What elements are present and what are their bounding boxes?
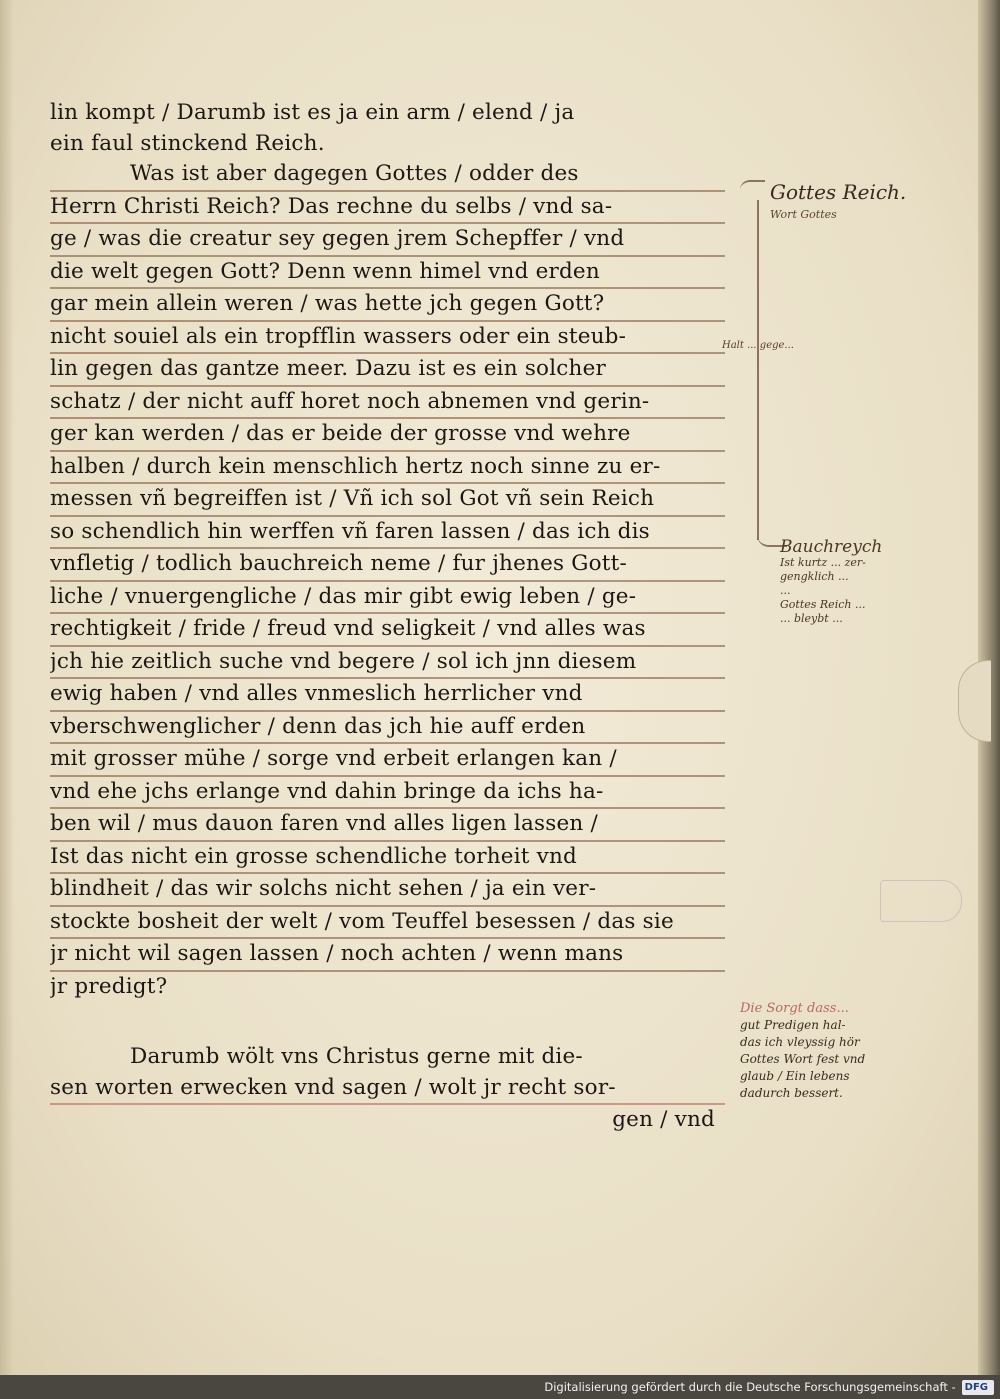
- text-line: lin kompt / Darumb ist es ja ein arm / elend / ja: [50, 100, 575, 125]
- footer-bar: [0, 1375, 1000, 1399]
- text-line: ge / was die creatur sey gegen jrem Schepffer / vnd: [50, 224, 725, 257]
- margin-note-subtitle: Wort Gottes: [770, 208, 837, 221]
- text-line: vnd ehe jchs erlange vnd dahin bringe da ichs ha-: [50, 777, 725, 810]
- margin-note-line: das ich vleyssig hör: [740, 1035, 860, 1049]
- text-line: halben / durch kein menschlich hertz noch sinne zu er-: [50, 452, 725, 485]
- margin-note-red-title: Die Sorgt dass...: [740, 1001, 849, 1016]
- margin-note-bauchreich: [780, 537, 883, 626]
- margin-note-small: Halt ... gege...: [722, 340, 794, 351]
- text-line: stockte bosheit der welt / vom Teuffel besessen / das sie: [50, 907, 725, 940]
- text-line: vnfletig / todlich bauchreich neme / fur jhenes Gott-: [50, 549, 725, 582]
- margin-note-red: [740, 1000, 865, 1102]
- margin-note-title: Gottes Reich.: [770, 180, 907, 204]
- text-line: gen / vnd: [612, 1107, 715, 1132]
- margin-note-line: gut Predigen hal-: [740, 1018, 846, 1032]
- margin-bracket: [757, 200, 767, 540]
- margin-note-line: Ist kurtz ... zer-: [780, 556, 866, 569]
- margin-note-bauchreich-lines: [780, 556, 882, 626]
- margin-note-red-lines: [740, 1017, 865, 1102]
- text-line: lin gegen das gantze meer. Dazu ist es ein solcher: [50, 354, 725, 387]
- text-line: Darumb wölt vns Christus gerne mit die-: [130, 1044, 583, 1069]
- text-line: ewig haben / vnd alles vnmeslich herrlicher vnd: [50, 679, 725, 712]
- text-line: gar mein allein weren / was hette jch gegen Gott?: [50, 289, 725, 322]
- text-line: sen worten erwecken vnd sagen / wolt jr recht sor-: [50, 1073, 725, 1106]
- text-line: jch hie zeitlich suche vnd begere / sol ich jnn diesem: [50, 647, 725, 680]
- text-line: ein faul stinckend Reich.: [50, 130, 325, 156]
- text-line: Ist das nicht ein grosse schendliche torheit vnd: [50, 842, 725, 875]
- text-line: liche / vnuergengliche / das mir gibt ewig leben / ge-: [50, 582, 725, 615]
- text-line: blindheit / das wir solchs nicht sehen / ja ein ver-: [50, 874, 725, 907]
- margin-note-bauchreich-title: Bauchreych: [780, 537, 883, 557]
- text-line: jr predigt?: [50, 973, 168, 999]
- text-line: mit grosser mühe / sorge vnd erbeit erlangen kan /: [50, 744, 725, 777]
- text-line: jr nicht wil sagen lassen / noch achten / wenn mans: [50, 939, 725, 972]
- text-line: [50, 1002, 725, 1042]
- text-line: rechtigkeit / fride / freud vnd seligkeit / vnd alles was: [50, 614, 725, 647]
- margin-note-line: glaub / Ein lebens: [740, 1069, 850, 1083]
- dfg-logo: DFG: [962, 1380, 994, 1395]
- text-line: so schendlich hin werffen vñ faren lassen / das ich dis: [50, 517, 725, 550]
- book-clasp: [958, 660, 991, 742]
- text-line: messen vñ begreiffen ist / Vñ ich sol Got vñ sein Reich: [50, 484, 725, 517]
- margin-note-line: gengklich ...: [780, 570, 849, 583]
- text-line: schatz / der nicht auff horet noch abnemen vnd gerin-: [50, 387, 725, 420]
- margin-note-line: dadurch bessert.: [740, 1086, 843, 1100]
- text-line: Herrn Christi Reich? Das rechne du selbs / vnd sa-: [50, 192, 725, 225]
- text-line: ben wil / mus dauon faren vnd alles ligen lassen /: [50, 809, 725, 842]
- text-line: die welt gegen Gott? Denn wenn himel vnd erden: [50, 257, 725, 290]
- margin-note-line: ... bleybt ...: [780, 612, 843, 625]
- text-line: Was ist aber dagegen Gottes / odder des: [50, 159, 725, 192]
- footer-credit: Digitalisierung gefördert durch die Deutsche Forschungsgemeinschaft -: [544, 1380, 956, 1394]
- text-line: nicht souiel als ein tropfflin wassers oder ein steub-: [50, 322, 725, 355]
- page-gutter-shadow: [0, 0, 14, 1375]
- text-line: vberschwenglicher / denn das jch hie auff erden: [50, 712, 725, 745]
- margin-note-line: Gottes Wort fest vnd: [740, 1052, 866, 1066]
- text-line: ger kan werden / das er beide der grosse vnd wehre: [50, 419, 725, 452]
- faint-bleed-mark: [880, 880, 962, 922]
- main-text-block: [50, 98, 725, 1136]
- margin-note-line: ...: [780, 584, 791, 597]
- margin-note-line: Gottes Reich ...: [780, 598, 866, 611]
